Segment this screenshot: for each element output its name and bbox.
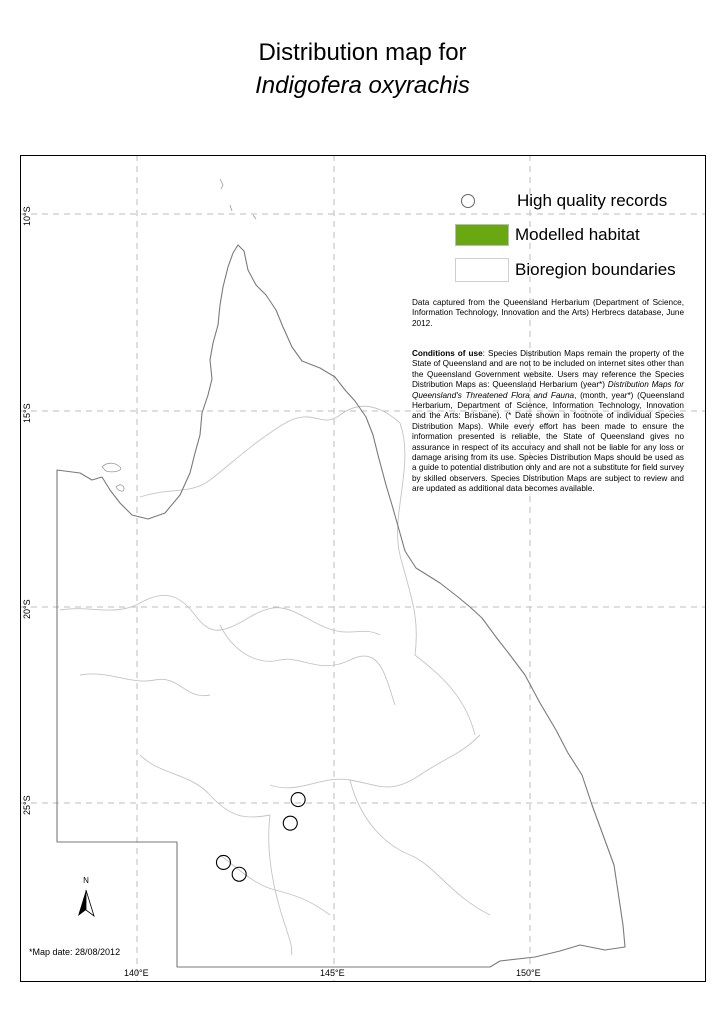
legend-records-label: High quality records (517, 191, 668, 210)
conditions-text-1: : Species Distribution Maps remain the property of the State of Queensland and are not to be included on internet sites other than the Queensland Government website. Users may reference the Species Distribution Maps as: Queensland Herbarium (year*) (412, 349, 685, 390)
north-label: N (83, 876, 89, 885)
lat-label-10: 10°S (22, 206, 32, 226)
lon-label-145: 145°E (320, 968, 345, 978)
conditions-text-2: , (month, year*) (Queensland Herbarium, Department of Science, Information Technology, Innovation and the Arts: Brisbane). (* Date shown in footnote of individual Species Distribution Maps). While every effort has been made to ensure the information presented is reliable, the State of Queensland gives no assurance in respect of its accuracy and shall not be liable for any loss or damage arising from its use. Species Distribution Maps should be used as a guide to potential distribution only and are not a substitute for field survey by skilled observers. Species Distribution Maps are subject to review and are updated as additional data becomes available. (412, 390, 684, 494)
lat-label-20: 20°S (22, 599, 32, 619)
map-title (0, 36, 725, 102)
lon-label-150: 150°E (516, 968, 541, 978)
title-line-1: Distribution map for (258, 39, 467, 66)
title-species-name: Indigofera oxyrachis (255, 72, 470, 99)
conditions-label: Conditions of use (412, 349, 483, 358)
data-source-note: Data captured from the Queensland Herbarium (Department of Science, Information Technology, Innovation and the Arts) Herbrecs database, June 2012. (412, 298, 684, 328)
map-frame (20, 155, 706, 982)
conditions-italic: Distribution Maps for Queensland's Threatened Flora and Fauna (412, 380, 684, 400)
lon-label-140: 140°E (124, 968, 149, 978)
lat-label-25: 25°S (22, 795, 32, 815)
map-date: *Map date: 28/08/2012 (29, 947, 121, 957)
legend-bioregion-label: Bioregion boundaries (515, 260, 676, 279)
lat-label-15: 15°S (22, 403, 32, 423)
legend-habitat-label: Modelled habitat (515, 225, 640, 244)
